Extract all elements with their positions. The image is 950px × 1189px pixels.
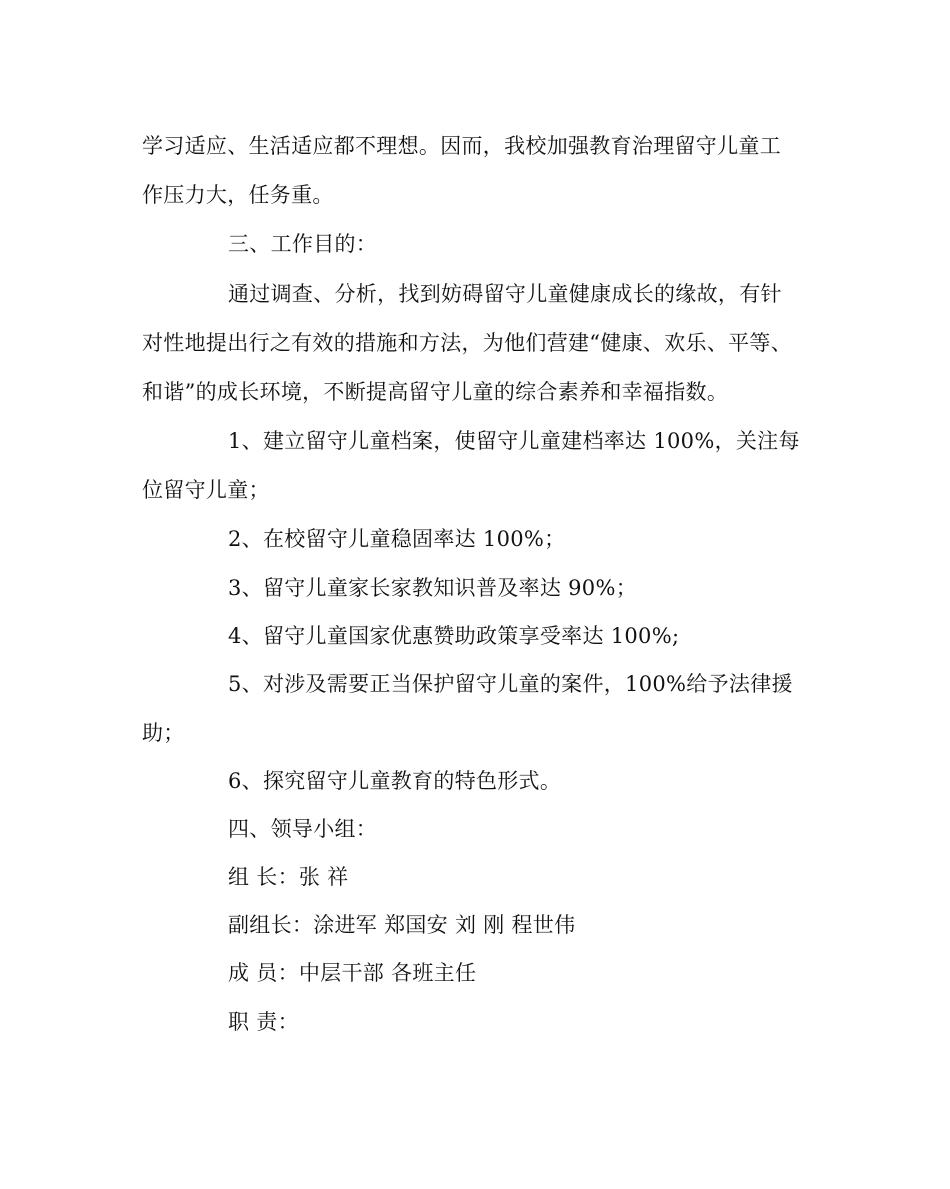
members: 成 员：中层干部 各班主任 — [228, 961, 477, 985]
text-line: 和谐”的成长环境，不断提高留守儿童的综合素养和幸福指数。 — [142, 380, 729, 404]
duties-label: 职 责： — [228, 1010, 299, 1034]
group-leader: 组 长：张 祥 — [228, 865, 349, 889]
list-item: 5、对涉及需要正当保护留守儿童的案件，100%给予法律援 — [228, 672, 793, 696]
list-item: 1、建立留守儿童档案，使留守儿童建档率达 100%，关注每 — [228, 429, 800, 453]
deputy-leaders: 副组长：涂进军 郑国安 刘 刚 程世伟 — [228, 913, 576, 937]
section-heading: 四、领导小组： — [228, 817, 378, 841]
list-item: 6、探究留守儿童教育的特色形式。 — [228, 769, 562, 793]
list-item: 4、留守儿童国家优惠赞助政策享受率达 100%; — [228, 624, 680, 648]
text-line: 通过调查、分析，找到妨碍留守儿童健康成长的缘故，有针 — [228, 282, 782, 306]
section-heading: 三、工作目的： — [228, 232, 378, 256]
text-line: 学习适应、生活适应都不理想。因而，我校加强教育治理留守儿童工 — [142, 134, 781, 158]
text-line: 对性地提出行之有效的措施和方法，为他们营建“健康、欢乐、平等、 — [142, 331, 793, 355]
text-line: 作压力大，任务重。 — [142, 183, 334, 207]
list-item: 3、留守儿童家长家教知识普及率达 90%； — [228, 576, 638, 600]
list-item-continuation: 助； — [142, 721, 185, 745]
list-item-continuation: 位留守儿童； — [142, 478, 270, 502]
list-item: 2、在校留守儿童稳固率达 100%； — [228, 527, 566, 551]
